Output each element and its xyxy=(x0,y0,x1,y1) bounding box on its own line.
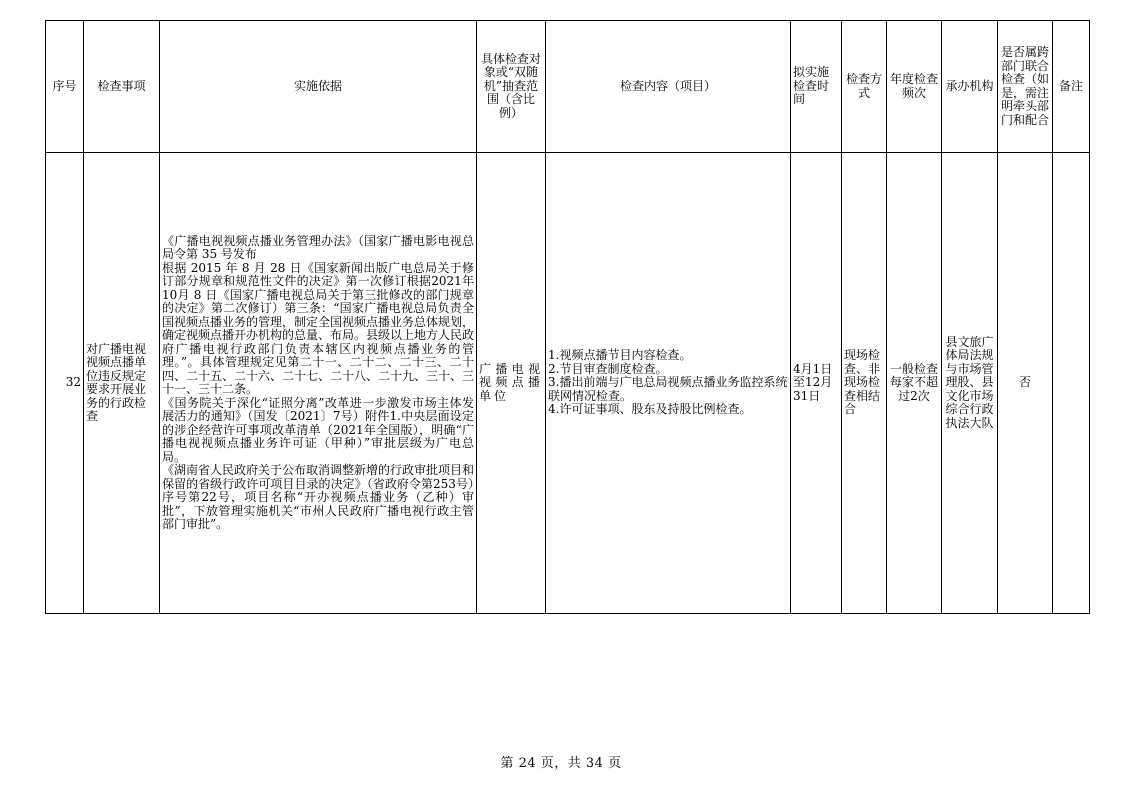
header-org: 承办机构 xyxy=(942,21,998,153)
row-remark xyxy=(1053,153,1090,614)
header-joint: 是否属跨部门联合检查（如是，需注明牵头部门和配合 xyxy=(998,21,1053,153)
row-seq: 32 xyxy=(46,153,84,614)
content-item: 2.节目审查制度检查。 xyxy=(548,361,668,376)
header-row xyxy=(46,21,1090,153)
basis-paragraph: 《湖南省人民政府关于公布取消调整新增的行政审批项目和保留的省级行政许可项目目录的决定》（省政府令第253号）序号第22号，项目名称“开办视频点播业务（乙种）审批”，下放管理实施机关“市州人民政府广播电视行政主管部门审批”。 xyxy=(162,463,475,531)
header-remark: 备注 xyxy=(1053,21,1090,153)
table-row xyxy=(46,153,1090,614)
row-method: 现场检查、非现场检查相结合 xyxy=(842,153,887,614)
row-object: 广播电视视频点播单位 xyxy=(477,153,546,614)
row-time: 4月1日至12月31日 xyxy=(791,153,842,614)
header-content: 检查内容（项目） xyxy=(546,21,791,153)
basis-paragraph: 《国务院关于深化“证照分离”改革进一步激发市场主体发展活力的通知》（国发〔2021〕7号）附件1.中央层面设定的涉企经营许可事项改革清单（2021年全国版），明确“广播电视视频点播业务许可证（甲种）”审批层级为广电总局。 xyxy=(162,395,474,464)
page-number: 第 24 页，共 34 页 xyxy=(500,756,622,771)
header-object: 具体检查对象或“双随机”抽查范围（含比例） xyxy=(477,21,546,153)
content-item: 3.播出前端与广电总局视频点播业务监控系统联网情况检查。 xyxy=(548,375,788,403)
content-item: 4.许可证事项、股东及持股比例检查。 xyxy=(548,402,752,417)
content-item: 1.视频点播节目内容检查。 xyxy=(548,348,692,363)
header-seq: 序号 xyxy=(46,21,84,153)
header-basis: 实施依据 xyxy=(160,21,477,153)
header-freq: 年度检查频次 xyxy=(887,21,942,153)
inspection-table xyxy=(45,20,1090,614)
row-content xyxy=(546,153,791,614)
basis-paragraph: 《广播电视视频点播业务管理办法》（国家广播电影电视总局令第 35 号发布 xyxy=(162,233,474,261)
header-method: 检查方式 xyxy=(842,21,887,153)
basis-paragraph: 根据 2015 年 8 月 28 日《国家新闻出版广电总局关于修订部分规章和规范性文件的决定》第一次修订根据2021年 10月 8 日《国家广播电视总局关于第三批修改的部门规章的决定》第二次修订）第三条：“国家广播电视总局负责全国视频点播业务的管理，制定全国视频点播业务总体规划，确定视频点播开办机构的总量、布局。县级以上地方人民政府广播电视行政部门负责本辖区内视频点播业务的管理。”。具体管理规定见第二十一、二十二、二十三、二十四、二十五、二十六、二十七、二十八、二十九、三十、三十一、三十二条。 xyxy=(162,260,475,396)
row-org: 县文旅广体局法规与市场管理股、县文化市场综合行政执法大队 xyxy=(942,153,998,614)
header-item: 检查事项 xyxy=(84,21,160,153)
header-time: 拟实施检查时间 xyxy=(791,21,842,153)
row-freq: 一般检查每家不超过2次 xyxy=(887,153,942,614)
row-joint: 否 xyxy=(998,153,1053,614)
row-item: 对广播电视视频点播单位违反规定要求开展业务的行政检查 xyxy=(84,153,160,614)
row-basis xyxy=(160,153,477,614)
